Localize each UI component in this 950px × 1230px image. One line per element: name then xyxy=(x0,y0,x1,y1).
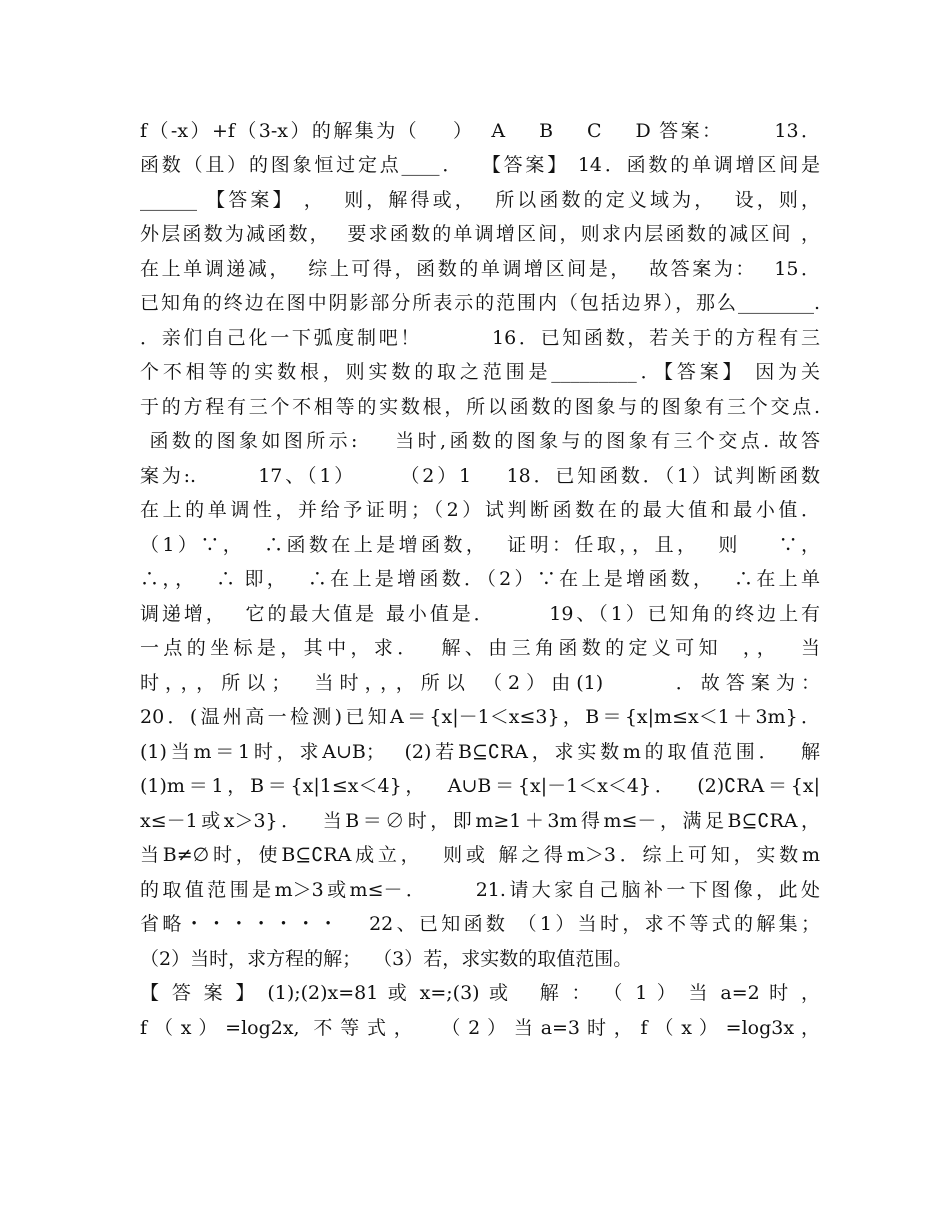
text-line: 省略・・・・・・・ 22、已知函数 （1）当时，求不等式的解集； xyxy=(140,913,820,935)
text-line: f（-x）+f（3-x）的解集为（ ） A B C D 答案： 13． xyxy=(140,120,820,142)
text-line: （1）∵， ∴函数在上是增函数， 证明：任取，，且， 则 ∵， xyxy=(140,534,820,556)
text-line: 个不相等的实数根，则实数的取之范围是_________．【答案】 因为关 xyxy=(140,361,820,383)
text-line: 外层函数为减函数， 要求函数的单调增区间，则求内层函数的减区间 ， xyxy=(140,223,820,245)
text-line: 【 答 案 】 (1);(2)x=81 或 x=;(3) 或 解 ： （ 1 ） 当 a=2 时 ， xyxy=(140,982,820,1004)
text-line: ______ 【答案】 ， 则，解得或， 所以函数的定义域为， 设，则， xyxy=(140,189,820,211)
text-line: 在上单调递减， 综上可得，函数的单调增区间是， 故答案为： 15． xyxy=(140,258,820,280)
text-line: f （ x ） =log2x, 不 等 式 ， （ 2 ） 当 a=3 时 ， f （ x ） =log3x ， xyxy=(140,1017,820,1039)
text-line: 在上的单调性，并给予证明；（2）试判断函数在的最大值和最小值． xyxy=(140,499,820,521)
text-line: 函数（且）的图象恒过定点____． 【答案】 14．函数的单调增区间是 xyxy=(140,154,820,176)
text-line: 案为:. 17、（1） （2）1 18．已知函数．（1）试判断函数 xyxy=(140,465,820,487)
text-line: x≤－1或x＞3}． 当B＝∅时，即m≥1＋3m得m≤－，满足B⊆∁RA， xyxy=(140,810,820,832)
text-line: 一点的坐标是，其中，求． 解、由三角函数的定义可知 ，， 当 xyxy=(140,637,820,659)
text-line: （2）当时，求方程的解； （3）若，求实数的取值范围。 xyxy=(140,948,633,970)
text-line: ∴，， ∴ 即， ∴在上是增函数．（2）∵在上是增函数， ∴在上单 xyxy=(140,568,820,590)
text-line: 时，，，所以； 当时，，，所以 （2）由(1) ．故答案为： xyxy=(140,672,820,694)
text-line: 已知角的终边在图中阴影部分所表示的范围内（包括边界），那么________. xyxy=(140,292,820,314)
text-line: 调递增， 它的最大值是 最小值是． 19、（1）已知角的终边上有 xyxy=(140,603,820,625)
text-line: 函数的图象如图所示: 当时,函数的图象与的图象有三个交点. 故答 xyxy=(140,430,820,452)
text-line: (1)m＝1，B＝{x|1≤x＜4}， A∪B＝{x|－1＜x＜4}． (2)∁RA＝{x| xyxy=(140,775,820,797)
text-line: ．亲们自己化一下弧度制吧！ 16．已知函数，若关于的方程有三 xyxy=(140,327,820,349)
text-line: 当B≠∅时，使B⊆∁RA成立， 则或 解之得m＞3．综上可知，实数m xyxy=(140,844,820,866)
text-line: 的取值范围是m＞3或m≤－． 21.请大家自己脑补一下图像，此处 xyxy=(140,879,820,901)
text-line: 于的方程有三个不相等的实数根，所以函数的图象与的图象有三个交点. xyxy=(140,396,820,418)
text-line: 20．(温州高一检测)已知A＝{x|－1＜x≤3}，B＝{x|m≤x＜1＋3m}． xyxy=(140,706,820,728)
text-line: (1)当m＝1时，求A∪B； (2)若B⊆∁RA，求实数m的取值范围． 解 xyxy=(140,741,820,763)
